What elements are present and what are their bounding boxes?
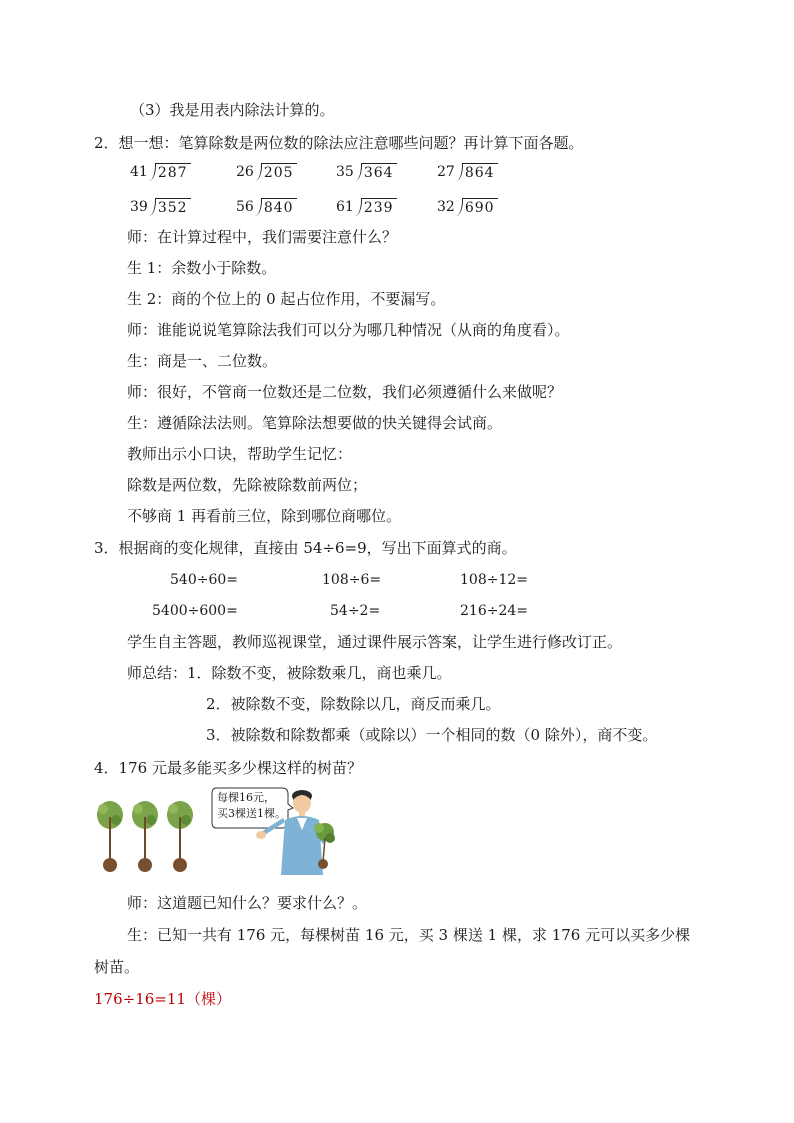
divisor: 26 — [236, 164, 254, 180]
dividend: 864 — [463, 163, 498, 182]
text-line-7: 生：商是一、二位数。 — [127, 352, 278, 370]
text-line-20: 生：已知一共有 176 元，每棵树苗 16 元，买 3 棵送 1 棵，求 176 元可以买多少棵 — [127, 926, 691, 944]
division-bracket — [354, 197, 362, 217]
division-problem — [130, 162, 191, 186]
calc-expression: 540÷60= — [170, 572, 238, 588]
answer-line: 176÷16=11（棵） — [94, 990, 231, 1008]
text-line-1: （3）我是用表内除法计算的。 — [130, 101, 335, 119]
calc-expression: 5400÷600= — [152, 603, 238, 619]
text-line-10: 教师出示小口诀，帮助学生记忆： — [127, 445, 353, 463]
divisor: 35 — [336, 164, 354, 180]
division-row-2 — [0, 197, 794, 221]
question-2-heading: 2．想一想：笔算除数是两位数的除法应注意哪些问题？再计算下面各题。 — [94, 134, 584, 152]
text-line-16: 2．被除数不变，除数除以几，商反而乘几。 — [206, 695, 501, 713]
dividend: 364 — [362, 163, 397, 182]
text-line-8: 师：很好，不管商一位数还是二位数，我们必须遵循什么来做呢？ — [127, 383, 563, 401]
dividend: 352 — [156, 198, 191, 217]
division-bracket — [455, 162, 463, 182]
text-line-3: 师：在计算过程中，我们需要注意什么？ — [127, 228, 398, 246]
dividend: 840 — [262, 198, 297, 217]
calc-expression: 216÷24= — [460, 603, 528, 619]
text-line-9: 生：遵循除法法则。笔算除法想要做的快关键得会试商。 — [127, 414, 503, 432]
sapling-1 — [97, 801, 123, 872]
division-bracket — [148, 197, 156, 217]
sapling-2 — [132, 801, 158, 872]
speech-bubble-line-1: 每棵16元， — [217, 791, 275, 804]
division-bracket — [455, 197, 463, 217]
question-4-heading: 4．176 元最多能买多少棵这样的树苗？ — [94, 759, 362, 777]
divisor: 32 — [437, 199, 455, 215]
text-line-21: 树苗。 — [94, 958, 140, 976]
divisor: 27 — [437, 164, 455, 180]
text-line-6: 师：谁能说说笔算除法我们可以分为哪几种情况（从商的角度看）。 — [127, 321, 570, 339]
division-problem — [437, 162, 498, 186]
divisor: 61 — [336, 199, 354, 215]
text-line-17: 3．被除数和除数都乘（或除以）一个相同的数（0 除外），商不变。 — [206, 726, 658, 744]
calc-expression: 108÷6= — [322, 572, 382, 588]
speech-bubble-line-2: 买3棵送1棵。 — [217, 807, 286, 820]
division-bracket — [354, 162, 362, 182]
calc-expression: 54÷2= — [330, 603, 381, 619]
division-problem — [236, 197, 297, 221]
divisor: 39 — [130, 199, 148, 215]
dividend: 239 — [362, 198, 397, 217]
question-3-heading: 3．根据商的变化规律，直接由 54÷6=9，写出下面算式的商。 — [94, 539, 517, 557]
divisor: 41 — [130, 164, 148, 180]
text-line-12: 不够商 1 再看前三位，除到哪位商哪位。 — [127, 507, 402, 525]
dividend: 205 — [262, 163, 297, 182]
seller-illustration — [255, 790, 340, 875]
division-problem — [437, 197, 498, 221]
division-bracket — [254, 162, 262, 182]
text-line-15: 师总结：1．除数不变，被除数乘几，商也乘几。 — [127, 664, 452, 682]
calc-expression: 108÷12= — [460, 572, 528, 588]
text-line-14: 学生自主答题，教师巡视课堂，通过课件展示答案，让学生进行修改订正。 — [127, 633, 623, 651]
division-problem — [336, 197, 397, 221]
text-line-4: 生 1：余数小于除数。 — [127, 259, 277, 277]
text-line-11: 除数是两位数，先除被除数前两位； — [127, 476, 368, 494]
divisor: 56 — [236, 199, 254, 215]
dividend: 287 — [156, 163, 191, 182]
division-row-1 — [0, 162, 794, 186]
division-bracket — [148, 162, 156, 182]
division-problem — [130, 197, 191, 221]
division-problem — [236, 162, 297, 186]
sapling-3 — [167, 801, 193, 872]
text-line-5: 生 2：商的个位上的 0 起占位作用，不要漏写。 — [127, 290, 446, 308]
division-problem — [336, 162, 397, 186]
text-line-19: 师：这道题已知什么？要求什么？。 — [127, 894, 368, 912]
division-bracket — [254, 197, 262, 217]
dividend: 690 — [463, 198, 498, 217]
saplings-illustration — [92, 795, 202, 875]
